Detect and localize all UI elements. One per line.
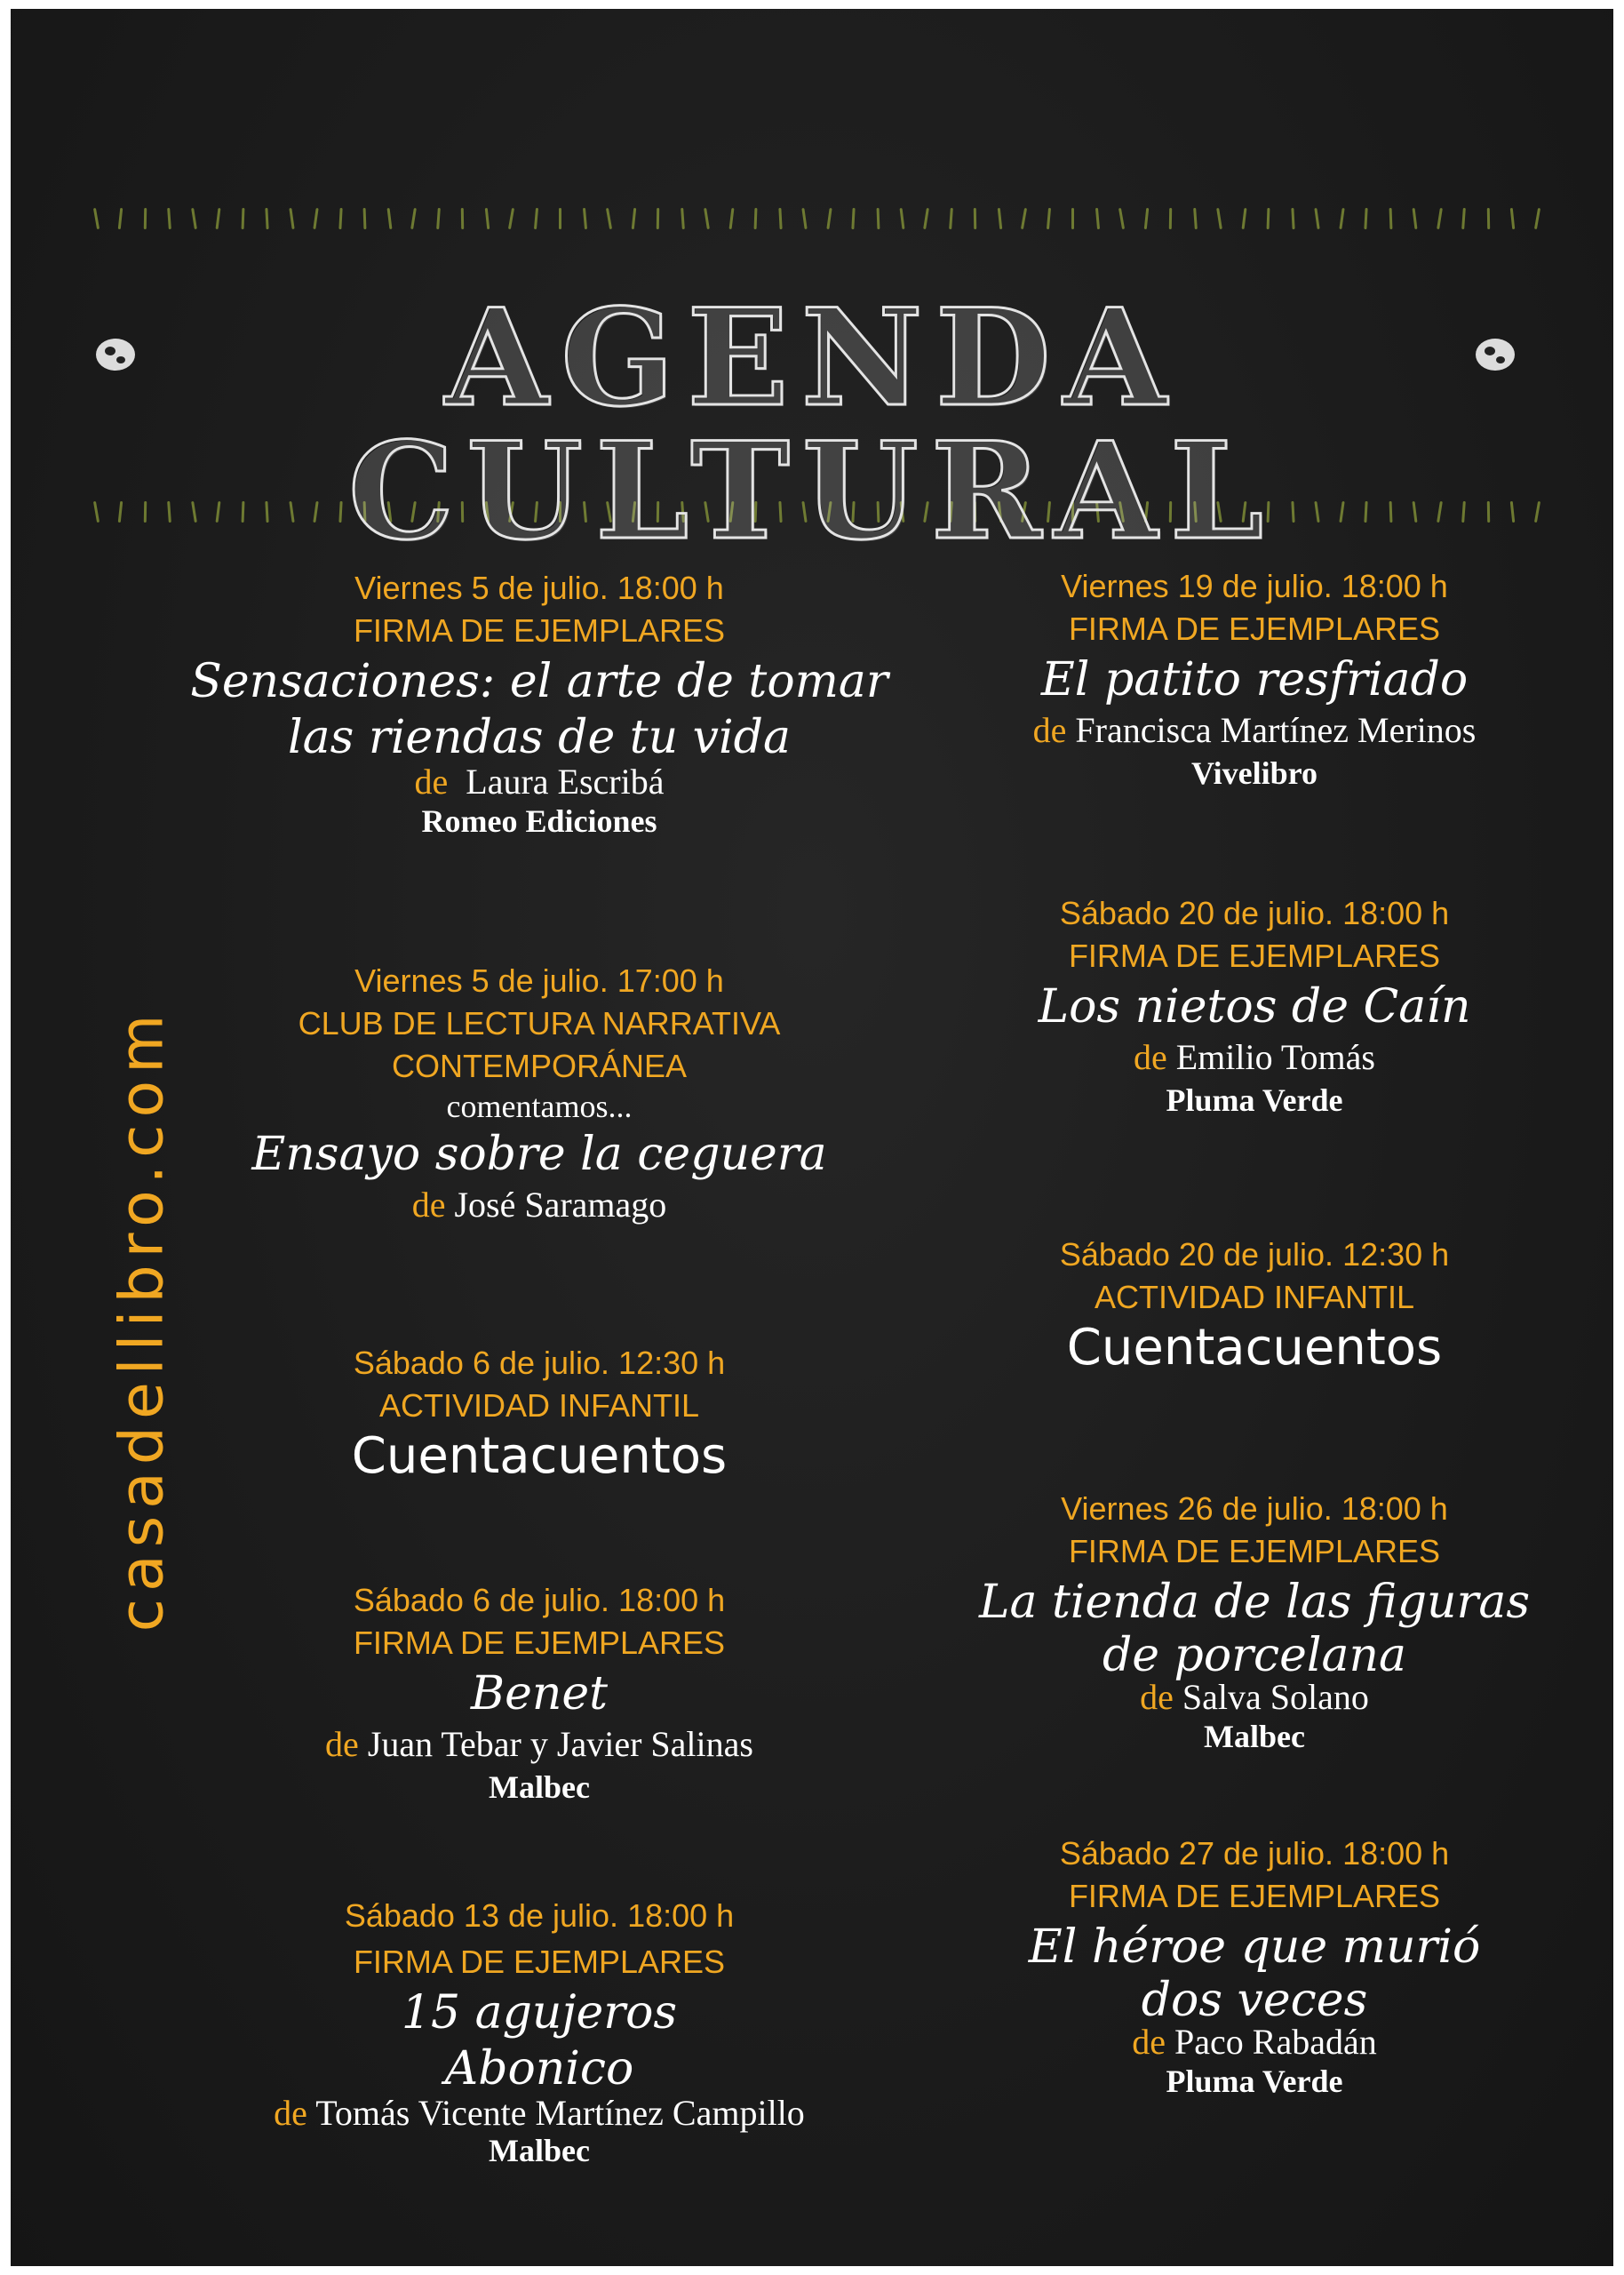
event-item (926, 1233, 1583, 1377)
tick-mark (754, 208, 758, 229)
tick-mark (631, 208, 635, 229)
event-activity: Cuentacuentos (351, 1427, 728, 1485)
tick-mark (1339, 208, 1344, 229)
event-publisher: Malbec (489, 2133, 590, 2168)
event-book-title: Abonico (444, 2042, 634, 2095)
tick-mark (1193, 208, 1198, 229)
tick-mark (876, 208, 880, 229)
tick-mark (436, 208, 441, 229)
tick-mark (485, 208, 490, 229)
website-url: casadellibro.com (107, 1007, 178, 1632)
tick-mark (1315, 208, 1320, 229)
tick-mark (1144, 208, 1149, 229)
event-date: Viernes 5 de julio. 17:00 h (354, 962, 724, 999)
tick-mark (1437, 208, 1443, 229)
event-item (171, 1579, 908, 1808)
tick-mark (1071, 208, 1074, 229)
event-category: FIRMA DE EJEMPLARES (353, 612, 726, 649)
event-book-title: de porcelana (1102, 1629, 1407, 1682)
event-category: FIRMA DE EJEMPLARES (1068, 611, 1441, 647)
event-item (171, 567, 908, 842)
tick-mark (924, 208, 930, 229)
tick-mark (191, 208, 197, 229)
event-book-title: Sensaciones: el arte de tomar (190, 655, 888, 708)
tick-mark (1365, 208, 1368, 229)
event-date: Sábado 20 de julio. 18:00 h (1059, 895, 1450, 931)
event-book-title: Ensayo sobre la ceguera (251, 1128, 827, 1181)
tick-mark (1389, 208, 1392, 229)
event-publisher: Pluma Verde (1166, 2063, 1343, 2099)
tick-mark (583, 208, 587, 229)
event-intro: comentamos... (446, 1089, 633, 1124)
event-publisher: Malbec (1204, 1719, 1305, 1754)
event-book-title: Los nietos de Caín (1038, 980, 1471, 1034)
event-item (171, 960, 908, 1226)
event-item (926, 565, 1583, 794)
tick-mark (266, 208, 269, 229)
event-category: FIRMA DE EJEMPLARES (1068, 1533, 1441, 1569)
event-author: de Paco Rabadán (1132, 2022, 1377, 2062)
tick-mark (1241, 208, 1246, 229)
event-category: ACTIVIDAD INFANTIL (1094, 1279, 1415, 1315)
tick-mark (801, 208, 807, 229)
event-author: de Juan Tebar y Javier Salinas (325, 1724, 753, 1764)
tick-mark (1021, 208, 1027, 229)
event-date: Viernes 5 de julio. 18:00 h (354, 570, 724, 606)
event-date: Sábado 20 de julio. 12:30 h (1059, 1236, 1450, 1273)
tick-mark (998, 208, 1002, 229)
event-author: de Emilio Tomás (1133, 1037, 1375, 1077)
tick-mark (289, 208, 294, 229)
tick-mark (1267, 208, 1270, 229)
tick-mark (168, 208, 172, 229)
tick-mark (1413, 208, 1418, 229)
page-title: AGENDA CULTURAL (347, 280, 1277, 570)
tick-mark (534, 208, 538, 229)
event-date: Sábado 27 de julio. 18:00 h (1059, 1835, 1450, 1872)
tick-mark (314, 208, 319, 229)
tick-mark (851, 208, 855, 229)
tick-mark (778, 208, 782, 229)
tick-mark (900, 208, 905, 229)
event-book-title: las riendas de tu vida (288, 711, 791, 764)
event-book-title: 15 agujeros (401, 1986, 678, 2040)
event-category: FIRMA DE EJEMPLARES (353, 1944, 726, 1980)
event-book-title: El héroe que murió (1028, 1920, 1481, 1974)
event-publisher: Romeo Ediciones (421, 803, 657, 839)
tick-mark (1118, 208, 1125, 229)
tick-mark (949, 208, 953, 229)
event-category: CONTEMPORÁNEA (391, 1048, 688, 1084)
event-category: FIRMA DE EJEMPLARES (353, 1624, 726, 1661)
event-item (926, 1832, 1583, 2103)
tick-mark (144, 208, 147, 229)
tick-mark (216, 208, 221, 229)
event-date: Sábado 6 de julio. 18:00 h (353, 1582, 726, 1618)
tick-mark (657, 208, 659, 229)
event-date: Sábado 13 de julio. 18:00 h (344, 1897, 735, 1934)
tick-mark (118, 208, 123, 229)
tick-mark (461, 208, 464, 229)
tick-mark (338, 208, 342, 229)
event-book-title: La tienda de las figuras (978, 1576, 1531, 1629)
event-category: FIRMA DE EJEMPLARES (1068, 938, 1441, 974)
event-publisher: Malbec (489, 1769, 590, 1805)
event-author: de Francisca Martínez Merinos (1032, 710, 1477, 750)
tick-mark (410, 208, 417, 229)
tick-mark (1216, 208, 1222, 229)
tick-mark (826, 208, 832, 229)
event-date: Sábado 6 de julio. 12:30 h (353, 1345, 726, 1381)
tick-mark (1047, 208, 1051, 229)
event-date: Viernes 19 de julio. 18:00 h (1061, 568, 1448, 604)
tick-mark (1169, 208, 1172, 229)
event-category: CLUB DE LECTURA NARRATIVA (298, 1005, 781, 1042)
event-item (171, 1342, 908, 1486)
event-publisher: Pluma Verde (1166, 1082, 1343, 1118)
tick-mark (1461, 208, 1466, 229)
event-category: FIRMA DE EJEMPLARES (1068, 1878, 1441, 1914)
event-date: Viernes 26 de julio. 18:00 h (1061, 1490, 1448, 1527)
event-book-title: Benet (470, 1667, 609, 1720)
tick-mark (93, 208, 100, 229)
event-author: de José Saramago (411, 1185, 667, 1225)
event-author: de Laura Escribá (414, 762, 665, 802)
event-item (926, 1488, 1583, 1758)
event-activity: Cuentacuentos (1066, 1319, 1443, 1377)
tick-mark (1095, 208, 1100, 229)
tick-mark (559, 208, 561, 229)
tick-mark (728, 208, 734, 229)
event-book-title: El patito resfriado (1040, 653, 1469, 706)
tick-mark (704, 208, 710, 229)
tick-mark (1486, 208, 1489, 229)
event-author: de Salva Solano (1140, 1677, 1369, 1717)
tick-mark (606, 208, 612, 229)
event-category: ACTIVIDAD INFANTIL (378, 1387, 700, 1424)
tick-mark (1534, 208, 1540, 229)
tick-mark (508, 208, 514, 229)
chalkboard-poster (11, 9, 1613, 2266)
event-book-title: dos veces (1141, 1974, 1368, 2027)
tick-mark (241, 208, 244, 229)
tick-mark (386, 208, 392, 229)
event-item (926, 892, 1583, 1122)
tick-mark (1291, 208, 1294, 229)
top-tick-border (95, 203, 1539, 235)
event-item (171, 1895, 908, 2170)
event-author: de Tomás Vicente Martínez Campillo (274, 2093, 805, 2133)
tick-mark (363, 208, 367, 229)
tick-mark (1510, 208, 1515, 229)
tick-mark (974, 208, 976, 229)
event-publisher: Vivelibro (1191, 755, 1318, 791)
tick-mark (681, 208, 685, 229)
